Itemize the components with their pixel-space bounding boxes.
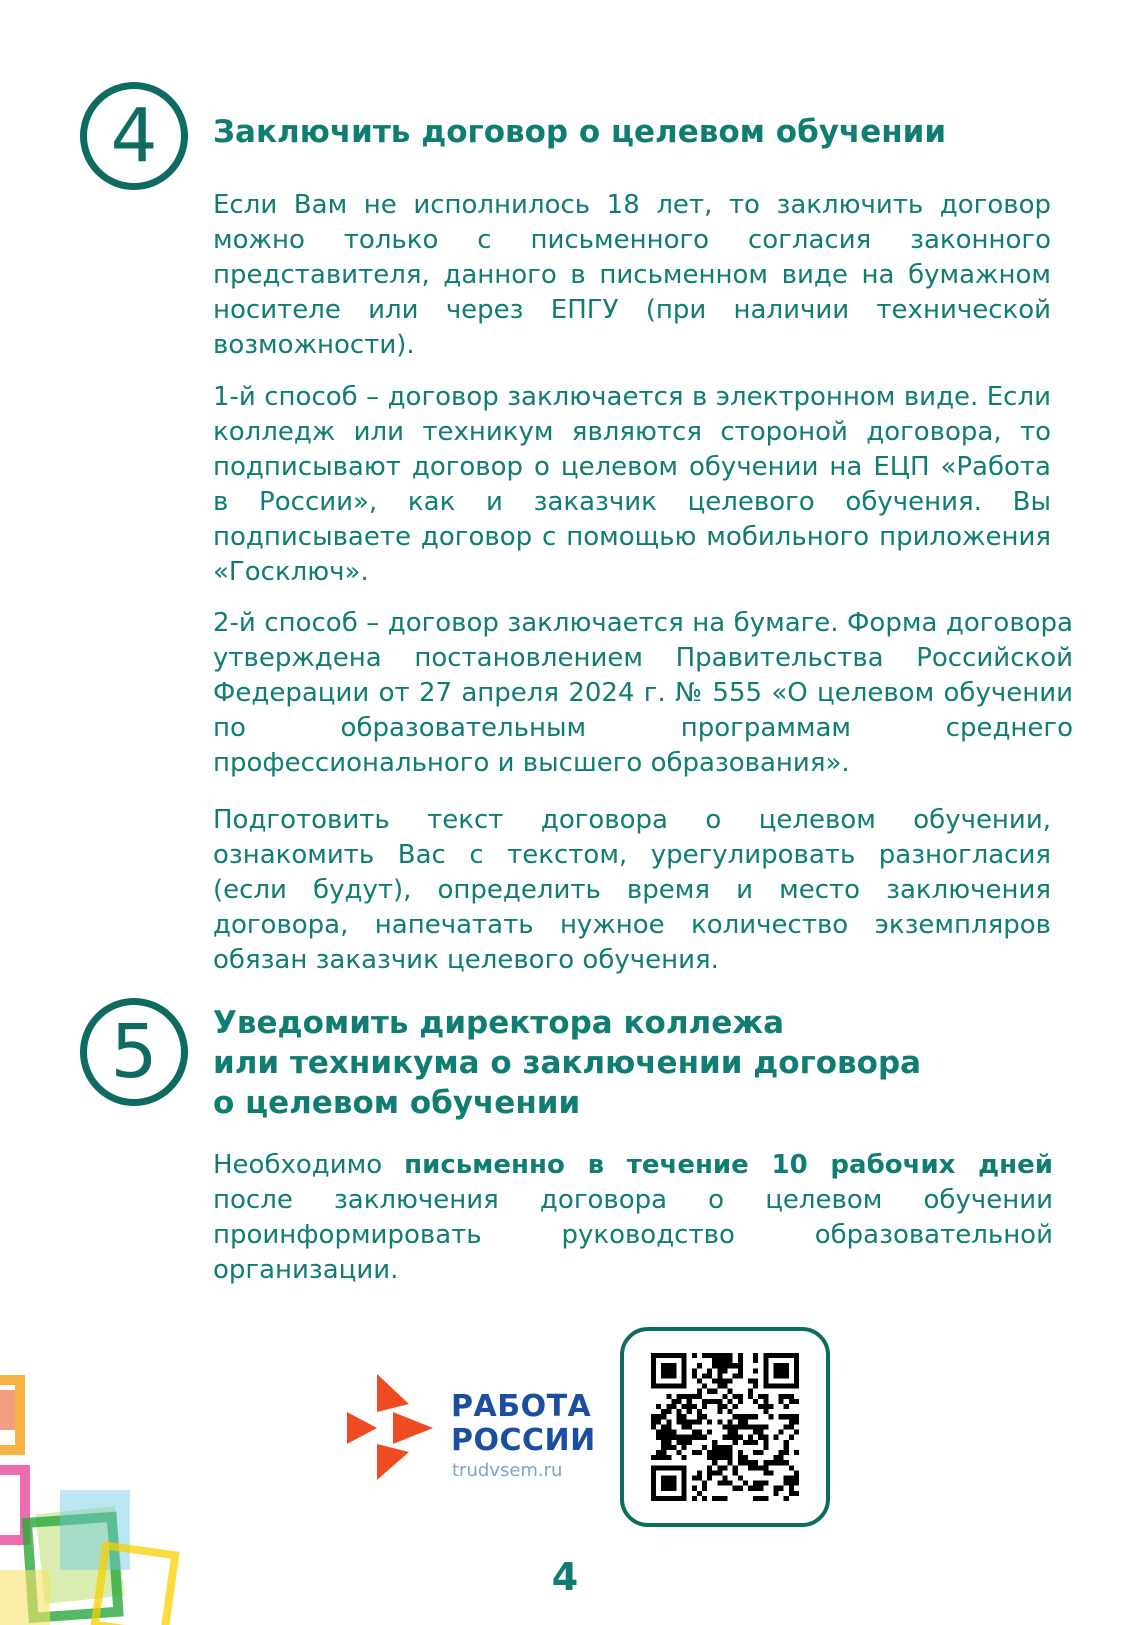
step-5-paragraph-bold: письменно в течение 10 рабочих дней	[404, 1150, 1053, 1180]
step-5-number: 5	[110, 1009, 158, 1095]
qr-code-icon	[646, 1353, 804, 1501]
step-5-paragraph-lead: Необходимо	[213, 1150, 405, 1180]
logo-arrows-icon	[345, 1372, 445, 1482]
step-4-paragraph-2: 1-й способ – договор заключается в электронном виде. Если колледж или техникум являются стороной договора, то подписывают договор о целевом обучении на ЕЦП «Работа в России», как и заказчик целевого обучения. Вы подписываете договор с помощью мобильного приложения «Госключ».	[213, 382, 1051, 587]
step-5-paragraph-rest: после заключения договора о целевом обучении проинформировать руководство образовательной организации.	[213, 1185, 1053, 1285]
logo-title-line-2: РОССИИ	[451, 1423, 596, 1458]
logo-title	[451, 1390, 596, 1458]
step-4-circle	[80, 82, 188, 190]
logo-title-line-1: РАБОТА	[451, 1389, 592, 1424]
step-4-number: 4	[110, 93, 158, 179]
qr-code-frame	[620, 1327, 830, 1527]
step-5-paragraph	[213, 1148, 1053, 1288]
step-5-title-line-3: о целевом обучении	[213, 1085, 581, 1121]
step-5-title-line-1: Уведомить директора коллежа	[213, 1005, 785, 1041]
page-number: 4	[551, 1555, 579, 1599]
step-4-paragraph-1: Если Вам не исполнилось 18 лет, то заключить договор можно только с письменного согласия законного представителя, данного в письменном виде на бумажном носителе или через ЕПГУ (при наличии технической возможности).	[213, 190, 1051, 360]
step-5-title	[213, 1003, 921, 1123]
step-4-paragraph-4: Подготовить текст договора о целевом обучении, ознакомить Вас с текстом, урегулировать разногласия (если будут), определить время и место заключения договора, напечатать нужное количество экземпляров обязан заказчик целевого обучения.	[213, 805, 1051, 975]
step-4-paragraph-3: 2-й способ – договор заключается на бумаге. Форма договора утверждена постановлением Правительства Российской Федерации от 27 апреля 2024 г. № 555 «О целевом обучении по образовательным программам среднего профессионального и высшего образования».	[213, 608, 1073, 778]
step-4-title: Заключить договор о целевом обучении	[213, 114, 947, 150]
logo-url: trudvsem.ru	[452, 1460, 563, 1481]
step-5-circle	[80, 998, 188, 1106]
decorative-squares-icon	[0, 1370, 200, 1625]
step-5-title-line-2: или техникума о заключении договора	[213, 1045, 922, 1081]
rabota-rossii-logo	[345, 1372, 596, 1482]
